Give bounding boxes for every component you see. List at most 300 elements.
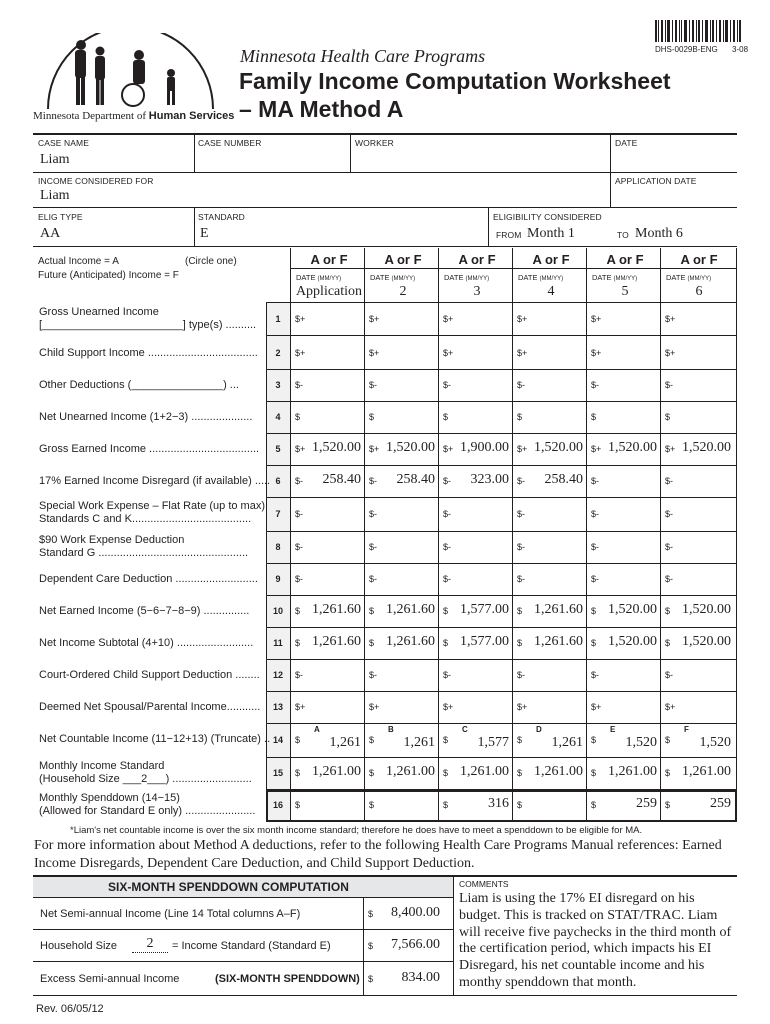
currency-prefix: $	[517, 638, 523, 648]
row-3-col-2-cell[interactable]	[369, 376, 438, 396]
barcode	[655, 20, 743, 42]
net-semiannual-prefix: $	[368, 909, 374, 919]
currency-prefix: $-	[369, 476, 378, 486]
row-13-col-1-cell[interactable]	[295, 698, 364, 718]
row-13-col-5-cell[interactable]	[591, 698, 660, 718]
currency-prefix: $+	[591, 702, 602, 712]
row-15-col-3-cell[interactable]	[443, 764, 512, 784]
currency-prefix: $+	[443, 314, 454, 324]
currency-prefix: $+	[295, 348, 306, 358]
currency-prefix: $	[591, 412, 597, 422]
row-1-label: Gross Unearned Income	[39, 306, 159, 318]
row-15-col-4-cell[interactable]	[517, 764, 586, 784]
row-3-col-1-cell[interactable]	[295, 376, 364, 396]
currency-prefix: $-	[369, 574, 378, 584]
row-12-col-6-cell[interactable]	[665, 666, 734, 686]
row-16-col-5-value: 259	[636, 796, 657, 811]
row-12-col-4-cell[interactable]	[517, 666, 586, 686]
row-12-col-5-cell[interactable]	[591, 666, 660, 686]
currency-prefix: $-	[443, 476, 452, 486]
row-11-col-3-cell[interactable]	[443, 634, 512, 654]
row-16-col-2-cell[interactable]	[369, 796, 438, 816]
row-2-col-3-cell[interactable]	[443, 344, 512, 364]
row-14-col-5-value: 1,520	[625, 735, 657, 750]
row-10-label: Net Earned Income (5−6−7−8−9) ...............	[39, 605, 250, 617]
row-12-col-1-cell[interactable]	[295, 666, 364, 686]
row-4-col-5-cell[interactable]	[591, 408, 660, 428]
row-7-col-3-cell[interactable]	[443, 505, 512, 525]
row-10-col-5-cell[interactable]	[591, 602, 660, 622]
row-9-col-3-cell[interactable]	[443, 570, 512, 590]
page-title: Family Income Computation Worksheet	[239, 68, 671, 94]
date-label: DATE	[615, 138, 638, 148]
footnote: *Liam's net countable income is over the six month income standard; therefore he does have to meet a spenddown to be eligible for MA.	[70, 825, 643, 836]
row-11-number: 11	[273, 638, 283, 648]
date-label-col-6	[666, 273, 711, 282]
column-letter-5: E	[610, 725, 616, 734]
currency-prefix: $+	[517, 444, 528, 454]
currency-prefix: $	[295, 735, 301, 745]
row-1-label-line2: [_______________________] type(s) ..........	[39, 319, 257, 331]
currency-prefix: $	[369, 768, 375, 778]
department-bold: Human Services	[148, 110, 235, 122]
net-semiannual-field[interactable]: 8,400.00	[391, 905, 440, 920]
currency-prefix: $	[517, 800, 523, 810]
row-14-col-5-cell[interactable]	[591, 731, 660, 751]
row-10-number: 10	[272, 606, 283, 616]
excess-semiannual-label: Excess Semi-annual Income	[40, 973, 180, 985]
row-15-col-2-cell[interactable]	[369, 764, 438, 784]
row-2-col-2-cell[interactable]	[369, 344, 438, 364]
row-4-col-1-cell[interactable]	[295, 408, 364, 428]
currency-prefix: $-	[295, 670, 304, 680]
row-15-label: Monthly Income Standard	[39, 760, 165, 772]
row-9-col-1-cell[interactable]	[295, 570, 364, 590]
currency-prefix: $+	[443, 444, 454, 454]
row-5-col-4-value: 1,520.00	[534, 440, 583, 455]
currency-prefix: $-	[295, 542, 304, 552]
row-6-col-1-value: 258.40	[322, 472, 361, 487]
currency-prefix: $	[665, 800, 671, 810]
row-4-number: 4	[275, 412, 281, 422]
currency-prefix: $+	[665, 348, 676, 358]
to-label: TO	[617, 230, 629, 240]
currency-prefix: $-	[591, 574, 600, 584]
currency-prefix: $-	[591, 670, 600, 680]
currency-prefix: $-	[295, 574, 304, 584]
currency-prefix: $-	[369, 509, 378, 519]
to-field[interactable]: Month 6	[635, 226, 683, 241]
row-5-col-1-cell[interactable]	[295, 440, 364, 460]
row-15-label-line2: (Household Size ___2___) ..........................	[39, 773, 252, 785]
worker-label: WORKER	[355, 138, 394, 148]
case-name-field[interactable]: Liam	[40, 152, 70, 167]
row-8-col-1-cell[interactable]	[295, 538, 364, 558]
row-8-col-5-cell[interactable]	[591, 538, 660, 558]
currency-prefix: $-	[517, 574, 526, 584]
row-12-col-3-cell[interactable]	[443, 666, 512, 686]
row-16-col-6-value: 259	[710, 796, 731, 811]
currency-prefix: $	[665, 412, 671, 422]
row-14-number: 14	[272, 735, 283, 745]
excess-semiannual-prefix: $	[368, 974, 374, 984]
row-9-col-6-cell[interactable]	[665, 570, 734, 590]
row-1-col-3-cell[interactable]	[443, 310, 512, 330]
currency-prefix: $	[443, 638, 449, 648]
row-16-col-6-cell[interactable]	[665, 796, 734, 816]
row-1-col-2-cell[interactable]	[369, 310, 438, 330]
income-standard-prefix: $	[368, 941, 374, 951]
row-6-col-3-value: 323.00	[470, 472, 509, 487]
form-date: 3-08	[732, 45, 749, 54]
row-15-col-4-value: 1,261.00	[534, 764, 583, 779]
row-11-col-6-value: 1,520.00	[682, 634, 731, 649]
column-header-1: A or F	[310, 252, 348, 267]
comments-field[interactable]: Liam is using the 17% EI disregard on his budget. This is tracked on STAT/TRAC. Liam will receive five paychecks in the third month of the certification period, which impacts his EI Disregard, his net countable income and his monthy spenddown that month.	[459, 891, 732, 990]
date-field-col-2[interactable]: 2	[399, 284, 407, 299]
row-7-label-line2: Standards C and K.......................................	[39, 513, 252, 525]
currency-prefix: $-	[517, 509, 526, 519]
row-3-label: Other Deductions (_______________) ...	[39, 379, 239, 391]
column-header-5: A or F	[606, 252, 644, 267]
actual-income-label: Actual Income = A	[38, 256, 119, 267]
row-11-col-2-value: 1,261.60	[386, 634, 435, 649]
future-income-label: Future (Anticipated) Income = F	[38, 270, 179, 281]
date-label-text: DATE	[444, 273, 464, 282]
row-6-col-6-cell[interactable]	[665, 472, 734, 492]
currency-prefix: $+	[665, 314, 676, 324]
currency-prefix: $+	[369, 348, 380, 358]
currency-prefix: $+	[295, 444, 306, 454]
row-13-col-3-cell[interactable]	[443, 698, 512, 718]
row-2-number: 2	[275, 348, 281, 358]
row-5-col-2-value: 1,520.00	[386, 440, 435, 455]
row-1-col-5-cell[interactable]	[591, 310, 660, 330]
column-letter-2: B	[388, 725, 394, 734]
currency-prefix: $	[369, 412, 375, 422]
currency-prefix: $	[295, 768, 301, 778]
row-8-col-3-cell[interactable]	[443, 538, 512, 558]
row-3-col-3-cell[interactable]	[443, 376, 512, 396]
currency-prefix: $+	[517, 314, 528, 324]
currency-prefix: $	[369, 800, 375, 810]
row-11-col-1-value: 1,261.60	[312, 634, 361, 649]
income-standard-label: = Income Standard (Standard E)	[172, 940, 331, 952]
currency-prefix: $	[591, 606, 597, 616]
row-8-label: $90 Work Expense Deduction	[39, 534, 185, 546]
from-field[interactable]: Month 1	[527, 226, 575, 241]
row-16-label-line2: (Allowed for Standard E only) .......................	[39, 805, 256, 817]
row-10-col-3-value: 1,577.00	[460, 602, 509, 617]
excess-semiannual-field[interactable]: 834.00	[401, 970, 440, 985]
row-11-label: Net Income Subtotal (4+10) .........................	[39, 637, 254, 649]
currency-prefix: $	[443, 800, 449, 810]
row-16-col-4-cell[interactable]	[517, 796, 586, 816]
row-6-col-1-cell[interactable]	[295, 472, 364, 492]
income-considered-field[interactable]: Liam	[40, 188, 70, 203]
date-label-col-1	[296, 273, 341, 282]
net-semiannual-label: Net Semi-annual Income (Line 14 Total columns A–F)	[40, 908, 301, 920]
row-15-col-5-cell[interactable]	[591, 764, 660, 784]
row-8-label-line2: Standard G .................................................	[39, 547, 249, 559]
row-9-label: Dependent Care Deduction ...........................	[39, 573, 258, 585]
currency-prefix: $	[295, 412, 301, 422]
row-7-col-6-cell[interactable]	[665, 505, 734, 525]
row-4-col-4-cell[interactable]	[517, 408, 586, 428]
row-5-col-5-value: 1,520.00	[608, 440, 657, 455]
currency-prefix: $-	[443, 380, 452, 390]
row-1-col-1-cell[interactable]	[295, 310, 364, 330]
row-15-col-1-value: 1,261.00	[312, 764, 361, 779]
currency-prefix: $	[665, 606, 671, 616]
standard-label: STANDARD	[198, 212, 245, 222]
row-3-col-6-cell[interactable]	[665, 376, 734, 396]
row-16-col-3-cell[interactable]	[443, 796, 512, 816]
currency-prefix: $+	[665, 702, 676, 712]
row-10-col-4-value: 1,261.60	[534, 602, 583, 617]
currency-prefix: $-	[591, 509, 600, 519]
currency-prefix: $-	[443, 670, 452, 680]
row-12-col-2-cell[interactable]	[369, 666, 438, 686]
income-considered-label: INCOME CONSIDERED FOR	[38, 176, 154, 186]
row-5-number: 5	[275, 444, 281, 454]
row-2-col-4-cell[interactable]	[517, 344, 586, 364]
date-label-col-3	[444, 273, 489, 282]
currency-prefix: $+	[369, 702, 380, 712]
row-6-col-5-cell[interactable]	[591, 472, 660, 492]
row-6-col-2-cell[interactable]	[369, 472, 438, 492]
row-13-col-4-cell[interactable]	[517, 698, 586, 718]
row-11-col-4-cell[interactable]	[517, 634, 586, 654]
row-4-col-3-cell[interactable]	[443, 408, 512, 428]
row-8-number: 8	[275, 542, 281, 552]
row-2-col-6-cell[interactable]	[665, 344, 734, 364]
eligibility-considered-label: ELIGIBILITY CONSIDERED	[493, 212, 602, 222]
row-14-col-4-value: 1,261	[551, 735, 583, 750]
row-7-col-2-cell[interactable]	[369, 505, 438, 525]
currency-prefix: $	[665, 638, 671, 648]
row-15-col-2-value: 1,261.00	[386, 764, 435, 779]
row-1-number: 1	[275, 314, 281, 324]
row-14-col-2-value: 1,261	[403, 735, 435, 750]
date-field-col-5[interactable]: 5	[621, 284, 629, 299]
row-10-col-2-value: 1,261.60	[386, 602, 435, 617]
row-8-col-4-cell[interactable]	[517, 538, 586, 558]
currency-prefix: $-	[665, 380, 674, 390]
row-16-col-3-value: 316	[488, 796, 509, 811]
application-date-label: APPLICATION DATE	[615, 176, 697, 186]
row-16-col-5-cell[interactable]	[591, 796, 660, 816]
row-5-col-1-value: 1,520.00	[312, 440, 361, 455]
currency-prefix: $-	[517, 380, 526, 390]
row-10-col-5-value: 1,520.00	[608, 602, 657, 617]
circle-one-label: (Circle one)	[185, 256, 237, 267]
currency-prefix: $-	[591, 380, 600, 390]
column-header-2: A or F	[384, 252, 422, 267]
row-13-number: 13	[272, 702, 283, 712]
row-11-col-1-cell[interactable]	[295, 634, 364, 654]
currency-prefix: $-	[443, 574, 452, 584]
row-5-col-6-cell[interactable]	[665, 440, 734, 460]
income-standard-field[interactable]: 7,566.00	[391, 937, 440, 952]
date-format-text: (MM/YY)	[687, 276, 712, 282]
row-6-col-4-value: 258.40	[544, 472, 583, 487]
row-9-number: 9	[275, 574, 281, 584]
column-letter-6: F	[684, 725, 689, 734]
row-11-col-2-cell[interactable]	[369, 634, 438, 654]
currency-prefix: $+	[295, 702, 306, 712]
currency-prefix: $	[295, 606, 301, 616]
row-1-col-4-cell[interactable]	[517, 310, 586, 330]
row-15-col-6-cell[interactable]	[665, 764, 734, 784]
row-4-col-6-cell[interactable]	[665, 408, 734, 428]
currency-prefix: $+	[665, 444, 676, 454]
row-14-col-2-cell[interactable]	[369, 731, 438, 751]
row-6-number: 6	[275, 476, 281, 486]
row-9-col-4-cell[interactable]	[517, 570, 586, 590]
row-5-col-5-cell[interactable]	[591, 440, 660, 460]
currency-prefix: $-	[443, 542, 452, 552]
row-12-number: 12	[272, 670, 283, 680]
row-8-col-2-cell[interactable]	[369, 538, 438, 558]
row-12-label: Court-Ordered Child Support Deduction ........	[39, 669, 260, 681]
currency-prefix: $-	[665, 670, 674, 680]
currency-prefix: $-	[517, 476, 526, 486]
row-16-label: Monthly Spenddown (14−15)	[39, 792, 180, 804]
currency-prefix: $-	[665, 574, 674, 584]
currency-prefix: $-	[665, 542, 674, 552]
row-15-col-1-cell[interactable]	[295, 764, 364, 784]
row-2-col-1-cell[interactable]	[295, 344, 364, 364]
currency-prefix: $-	[295, 476, 304, 486]
row-14-col-3-value: 1,577	[477, 735, 509, 750]
row-9-col-5-cell[interactable]	[591, 570, 660, 590]
date-label-col-4	[518, 273, 563, 282]
currency-prefix: $	[295, 800, 301, 810]
currency-prefix: $-	[665, 509, 674, 519]
row-10-col-1-cell[interactable]	[295, 602, 364, 622]
currency-prefix: $	[369, 638, 375, 648]
currency-prefix: $+	[591, 314, 602, 324]
date-format-text: (MM/YY)	[539, 276, 564, 282]
row-6-col-2-value: 258.40	[396, 472, 435, 487]
row-16-col-1-cell[interactable]	[295, 796, 364, 816]
date-label-text: DATE	[370, 273, 390, 282]
row-14-col-3-cell[interactable]	[443, 731, 512, 751]
row-14-col-4-cell[interactable]	[517, 731, 586, 751]
currency-prefix: $+	[295, 314, 306, 324]
date-label-text: DATE	[296, 273, 316, 282]
department-name	[33, 110, 234, 122]
row-13-col-2-cell[interactable]	[369, 698, 438, 718]
row-7-col-1-cell[interactable]	[295, 505, 364, 525]
currency-prefix: $-	[295, 380, 304, 390]
row-10-col-2-cell[interactable]	[369, 602, 438, 622]
row-10-col-3-cell[interactable]	[443, 602, 512, 622]
column-header-4: A or F	[532, 252, 570, 267]
date-label-text: DATE	[666, 273, 686, 282]
row-15-col-3-value: 1,261.00	[460, 764, 509, 779]
row-4-col-2-cell[interactable]	[369, 408, 438, 428]
row-5-col-4-cell[interactable]	[517, 440, 586, 460]
currency-prefix: $	[517, 768, 523, 778]
row-10-col-4-cell[interactable]	[517, 602, 586, 622]
row-14-col-1-value: 1,261	[329, 735, 361, 750]
column-letter-1: A	[314, 725, 320, 734]
currency-prefix: $	[591, 768, 597, 778]
row-5-col-2-cell[interactable]	[369, 440, 438, 460]
household-size-field[interactable]: 2	[132, 936, 168, 953]
case-name-label: CASE NAME	[38, 138, 89, 148]
row-7-col-4-cell[interactable]	[517, 505, 586, 525]
standard-field[interactable]: E	[200, 226, 209, 241]
currency-prefix: $+	[591, 444, 602, 454]
row-9-col-2-cell[interactable]	[369, 570, 438, 590]
row-6-col-4-cell[interactable]	[517, 472, 586, 492]
date-field-col-3[interactable]: 3	[473, 284, 481, 299]
six-month-spenddown-label: (SIX-MONTH SPENDDOWN)	[215, 973, 360, 985]
row-6-col-3-cell[interactable]	[443, 472, 512, 492]
case-number-label: CASE NUMBER	[198, 138, 262, 148]
date-field-col-6[interactable]: 6	[695, 284, 703, 299]
date-label-text: DATE	[592, 273, 612, 282]
date-field-col-4[interactable]: 4	[547, 284, 555, 299]
currency-prefix: $+	[369, 444, 380, 454]
currency-prefix: $	[369, 735, 375, 745]
row-5-col-3-cell[interactable]	[443, 440, 512, 460]
row-5-label: Gross Earned Income ....................................	[39, 443, 260, 455]
row-11-col-5-cell[interactable]	[591, 634, 660, 654]
row-15-number: 15	[272, 768, 283, 778]
comments-label: COMMENTS	[459, 879, 509, 889]
row-8-col-6-cell[interactable]	[665, 538, 734, 558]
row-11-col-4-value: 1,261.60	[534, 634, 583, 649]
row-5-col-6-value: 1,520.00	[682, 440, 731, 455]
row-10-col-6-cell[interactable]	[665, 602, 734, 622]
currency-prefix: $-	[443, 509, 452, 519]
currency-prefix: $	[517, 735, 523, 745]
row-15-col-6-value: 1,261.00	[682, 764, 731, 779]
program-name: Minnesota Health Care Programs	[240, 46, 486, 66]
row-3-col-5-cell[interactable]	[591, 376, 660, 396]
currency-prefix: $+	[517, 702, 528, 712]
row-14-col-6-cell[interactable]	[665, 731, 734, 751]
from-label: FROM	[496, 230, 522, 240]
row-2-col-5-cell[interactable]	[591, 344, 660, 364]
page-subtitle: – MA Method A	[239, 96, 404, 122]
row-14-label: Net Countable Income (11−12+13) (Truncate) ..	[39, 733, 271, 745]
department-prefix: Minnesota Department of	[33, 110, 149, 122]
elig-type-label: ELIG TYPE	[38, 212, 83, 222]
row-3-col-4-cell[interactable]	[517, 376, 586, 396]
elig-type-field[interactable]: AA	[40, 226, 61, 241]
row-7-col-5-cell[interactable]	[591, 505, 660, 525]
currency-prefix: $-	[665, 476, 674, 486]
row-11-col-6-cell[interactable]	[665, 634, 734, 654]
row-13-label: Deemed Net Spousal/Parental Income...........	[39, 701, 261, 713]
revision: Rev. 06/05/12	[36, 1003, 104, 1015]
dhs-logo	[33, 33, 233, 111]
row-10-col-6-value: 1,520.00	[682, 602, 731, 617]
currency-prefix: $	[443, 735, 449, 745]
row-13-col-6-cell[interactable]	[665, 698, 734, 718]
currency-prefix: $	[591, 800, 597, 810]
date-field-col-1[interactable]: Application	[295, 284, 363, 299]
row-14-col-1-cell[interactable]	[295, 731, 364, 751]
row-1-col-6-cell[interactable]	[665, 310, 734, 330]
currency-prefix: $	[665, 768, 671, 778]
currency-prefix: $-	[517, 670, 526, 680]
